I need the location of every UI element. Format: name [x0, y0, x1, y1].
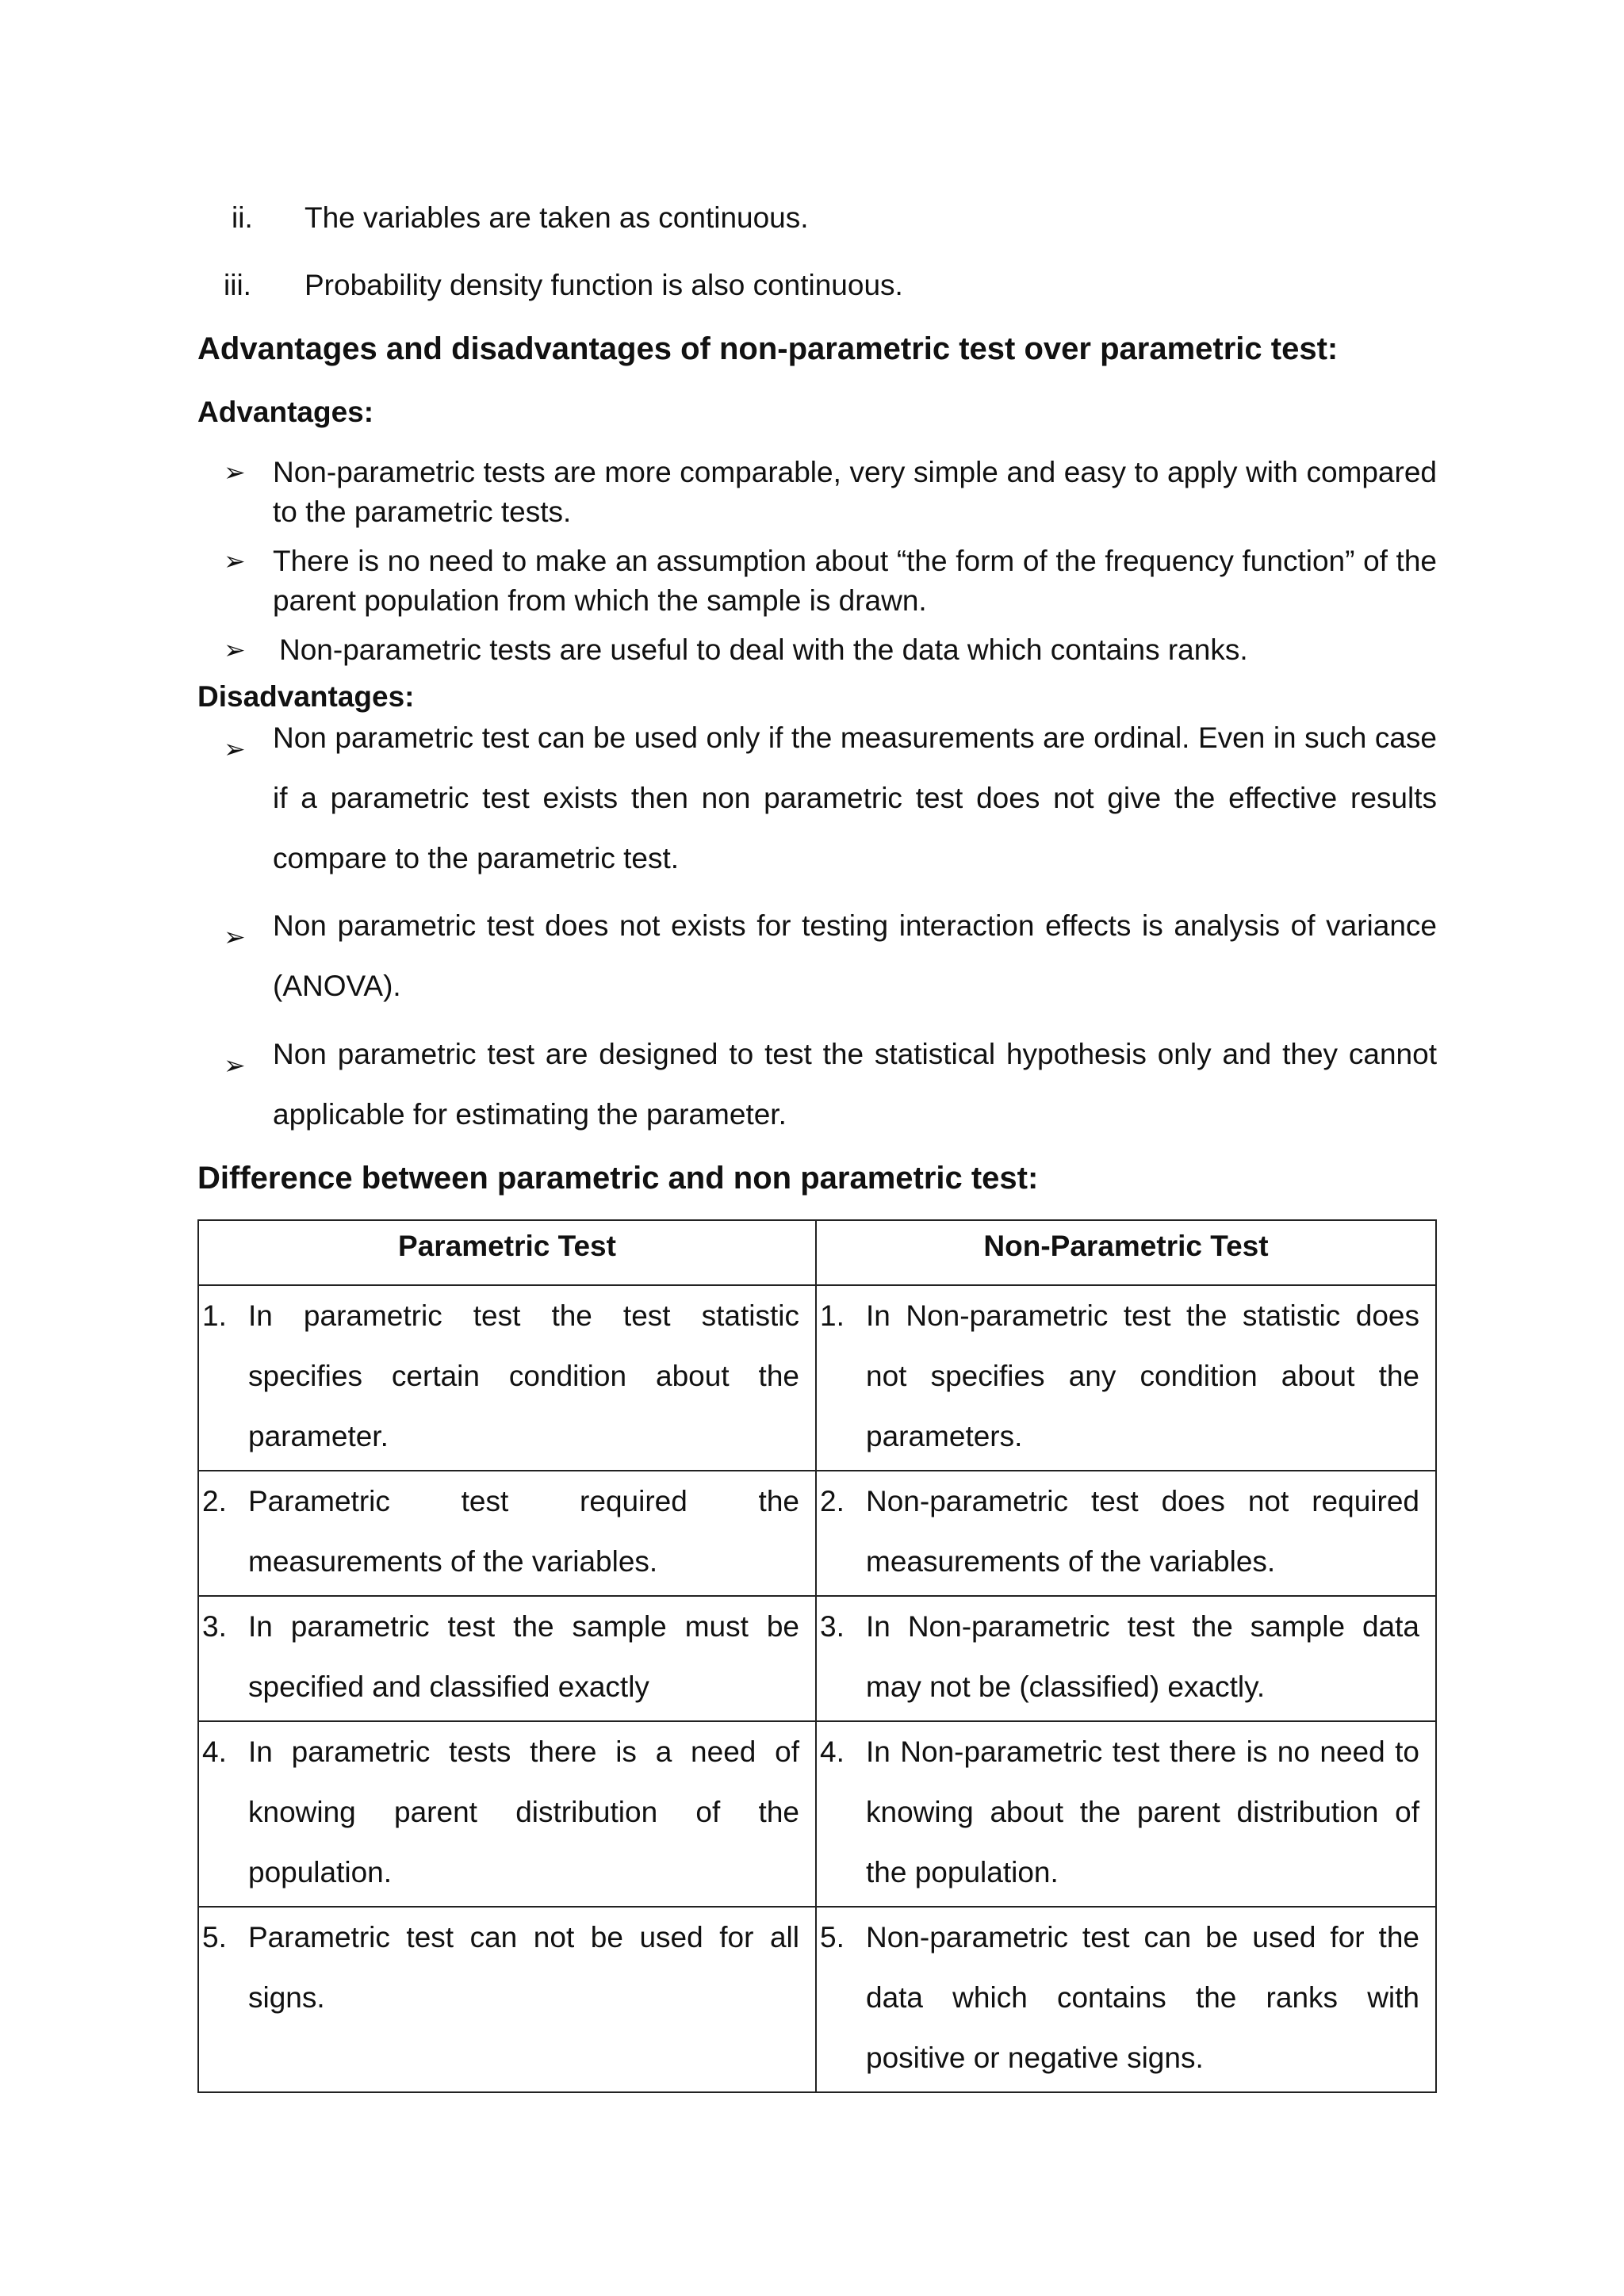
table-row [198, 1721, 1436, 1907]
table-header-row [198, 1220, 1436, 1285]
table-cell [816, 1596, 1436, 1721]
column-header: Parametric Test [198, 1220, 816, 1285]
section-heading: Difference between parametric and non parametric test: [197, 1161, 1039, 1196]
table-cell [198, 1471, 816, 1596]
section-heading: Advantages and disadvantages of non-parametric test over parametric test: [197, 331, 1339, 366]
table-cell [816, 1907, 1436, 2092]
row-number: 1. [202, 1299, 227, 1332]
bullet-text: Non parametric test can be used only if the measurements are ordinal. Even in such case if a parametric test exists then non parametric test does not give the effective results compare to the parametric test. [273, 721, 1437, 874]
bullet-text: Non-parametric tests are more comparable, very simple and easy to apply with compared to the parametric tests. [273, 456, 1437, 528]
arrow-bullet-icon: ➢ [224, 1050, 246, 1080]
arrow-bullet-icon: ➢ [224, 457, 246, 487]
row-number: 2. [202, 1485, 227, 1517]
table-cell [198, 1907, 816, 2092]
bullet-text: Non parametric test does not exists for testing interaction effects is analysis of variance (ANOVA). [273, 909, 1437, 1002]
row-number: 5. [820, 1921, 845, 1954]
list-number: iii. [224, 269, 251, 301]
arrow-bullet-icon: ➢ [224, 922, 246, 951]
cell-text: In parametric test the sample must be specified and classified exactly [248, 1610, 799, 1703]
arrow-bullet-icon: ➢ [224, 546, 246, 576]
advantages-label: Advantages: [197, 396, 374, 428]
cell-text: Parametric test required the measurements of the variables. [248, 1485, 799, 1578]
cell-text: In Non-parametric test there is no need to knowing about the parent distribution of the population. [866, 1735, 1419, 1888]
row-number: 4. [202, 1735, 227, 1768]
table-cell [816, 1471, 1436, 1596]
arrow-bullet-icon: ➢ [224, 635, 246, 664]
cell-text: Non-parametric test can be used for the data which contains the ranks with positive or negative signs. [866, 1921, 1419, 2074]
bullet-text: Non parametric test are designed to test the statistical hypothesis only and they cannot applicable for estimating the parameter. [273, 1038, 1437, 1131]
table-cell [816, 1721, 1436, 1907]
cell-text: Non-parametric test does not required measurements of the variables. [866, 1485, 1419, 1578]
cell-text: In parametric test the test statistic specifies certain condition about the parameter. [248, 1299, 799, 1452]
table-row [198, 1285, 1436, 1471]
list-item [224, 896, 1437, 1016]
table-row [198, 1596, 1436, 1721]
row-number: 2. [820, 1485, 845, 1517]
table-cell [198, 1285, 816, 1471]
row-number: 1. [820, 1299, 845, 1332]
cell-text: In Non-parametric test the sample data may not be (classified) exactly. [866, 1610, 1419, 1703]
table-cell [198, 1596, 816, 1721]
table-cell [816, 1285, 1436, 1471]
disadvantages-label: Disadvantages: [197, 680, 415, 713]
cell-text: In parametric tests there is a need of knowing parent distribution of the population. [248, 1735, 799, 1888]
bullet-text: There is no need to make an assumption about “the form of the frequency function” of the parent population from which the sample is drawn. [273, 545, 1437, 617]
cell-text: Parametric test can not be used for all signs. [248, 1921, 799, 2014]
list-item [224, 541, 1437, 621]
arrow-bullet-icon: ➢ [224, 734, 246, 763]
column-header: Non-Parametric Test [816, 1220, 1436, 1285]
row-number: 3. [820, 1610, 845, 1643]
row-number: 4. [820, 1735, 845, 1768]
list-item [224, 1024, 1437, 1145]
list-number: ii. [232, 201, 253, 234]
row-number: 5. [202, 1921, 227, 1954]
list-text: Probability density function is also continuous. [304, 269, 903, 301]
cell-text: In Non-parametric test the statistic does not specifies any condition about the parameters. [866, 1299, 1419, 1452]
table-cell [198, 1721, 816, 1907]
table-row [198, 1471, 1436, 1596]
list-item [224, 630, 1437, 670]
list-item [224, 708, 1437, 889]
row-number: 3. [202, 1610, 227, 1643]
bullet-text: Non-parametric tests are useful to deal with the data which contains ranks. [279, 633, 1248, 666]
list-text: The variables are taken as continuous. [304, 201, 809, 234]
comparison-table [197, 1219, 1437, 2093]
table-row [198, 1907, 1436, 2092]
list-item [224, 453, 1437, 532]
